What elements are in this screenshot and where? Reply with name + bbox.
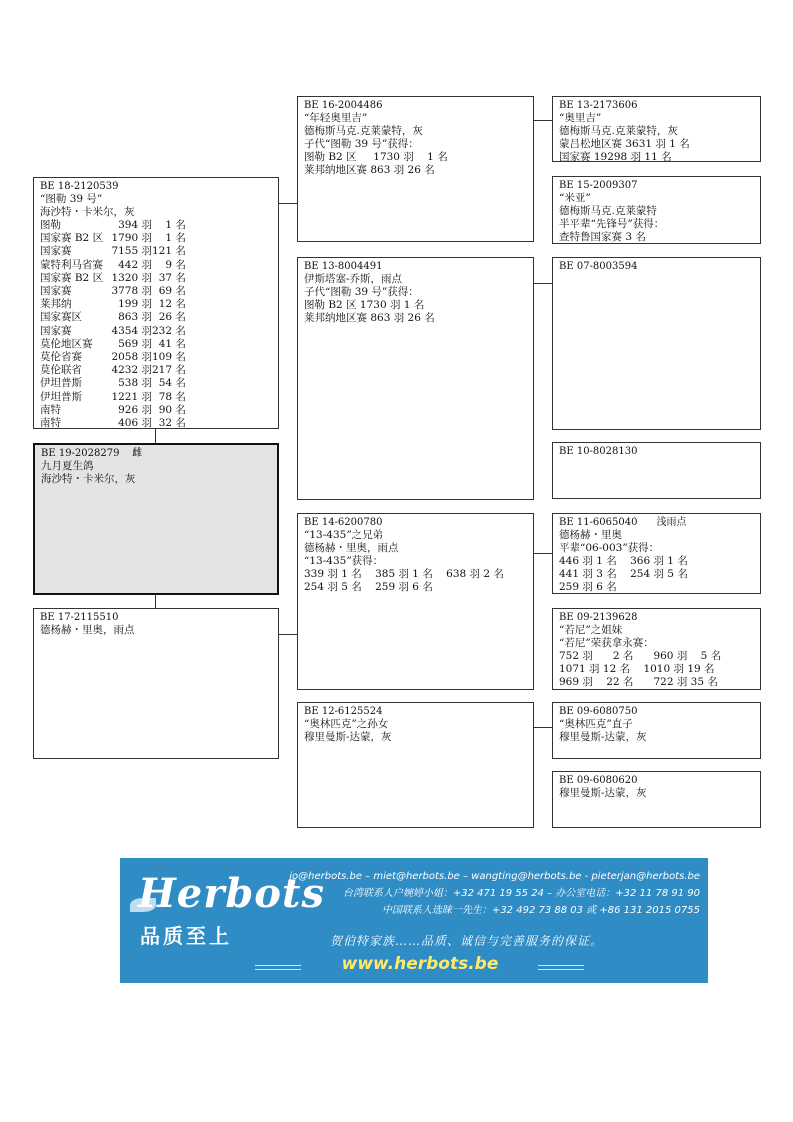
result-race: 伊坦普斯 [40,390,82,403]
info-line: 蒙吕松地区赛 3631 羽 1 名 [559,138,690,150]
ring-number: BE 10-8028130 [559,446,638,457]
breeder-color: 海沙特・卡米尔，灰 [40,206,135,218]
ring-number: BE 19-2028279 雌 [41,448,143,459]
result-place: 69 名 [158,285,186,298]
result-count: 569 羽 [118,337,152,350]
result-row [40,377,186,390]
ring-number: BE 12-6125524 [304,706,383,717]
result-count: 406 羽 [118,417,152,429]
result-row [40,245,186,258]
taiwan-contact: 台湾联系人户婉婷小姐：+32 471 19 55 24 – 办公室电话：+32 11 78 91 90 [342,888,700,899]
result-place: 121 名 [152,245,186,258]
tagline: 品质至上 [140,924,232,948]
info-line: 德杨赫・里奥 [559,529,622,541]
pigeon-name: “图勒 39 号” [40,193,103,205]
result-count: 1221 羽 [111,390,152,403]
result-count: 442 羽 [118,258,152,271]
info-line: “若尼”之姐妹 [559,624,623,636]
result-race: 国家赛 [40,245,72,258]
result-count: 863 羽 [118,311,152,324]
result-place: 232 名 [152,324,186,337]
ring-number: BE 16-2004486 [304,100,383,111]
result-place: 109 名 [152,351,186,364]
connector [155,594,156,608]
result-count: 4354 羽 [111,324,152,337]
result-count: 926 羽 [118,403,152,416]
breeder-color: 德杨赫・里奥，雨点 [40,624,135,636]
info-line: “奥林匹克”之孙女 [304,718,389,730]
result-place: 32 名 [158,417,186,429]
email-list: jo@herbots.be – miet@herbots.be – wangting@herbots.be - pieterjan@herbots.be [289,871,700,882]
result-count: 538 羽 [118,377,152,390]
result-row [40,391,186,404]
great-grandparent-card [552,96,761,162]
info-line: 图勒 B2 区 1730 羽 1 名 [304,299,425,311]
result-row [40,272,186,285]
result-race: 莫伦联省 [40,364,82,377]
grandparent-card [297,257,534,500]
result-count: 7155 羽 [111,245,152,258]
china-contact: 中国联系人选睐一先生：+32 492 73 88 03 或 +86 131 2015 0755 [381,905,700,916]
result-count: 2058 羽 [111,351,152,364]
result-race: 莱邦纳 [40,298,72,311]
info-line: “米亚” [559,192,591,204]
result-race: 国家赛 B2 区 [40,232,104,245]
info-line: 德梅斯马克.克莱蒙特，灰 [304,125,423,137]
great-grandparent-card [552,702,761,759]
result-place: 54 名 [158,377,186,390]
guarantee-text: 贺伯特家族……品质、诚信与完善服务的保证。 [330,934,604,948]
info-line: 1071 羽 12 名 1010 羽 19 名 [559,663,715,675]
result-row [40,404,186,417]
info-line: 子代“图勒 39 号”获得： [304,138,419,150]
connector [533,553,553,554]
result-row [40,311,186,324]
info-line: “奥林匹克”直子 [559,718,633,730]
result-place: 37 名 [158,271,186,284]
info-line: 德梅斯马克.克莱蒙特，灰 [559,125,678,137]
result-race: 图勒 [40,219,61,231]
info-line: 969 羽 22 名 722 羽 35 名 [559,676,718,688]
ring-number: BE 17-2115510 [40,612,119,623]
great-grandparent-card [552,513,761,594]
result-race: 国家赛区 [40,311,82,324]
divider [255,965,301,970]
connector [278,634,298,635]
result-place: 217 名 [152,364,186,377]
info-line: 莱邦纳地区赛 863 羽 26 名 [304,164,435,176]
result-count: 1790 羽 [111,232,152,245]
website-link[interactable]: www.herbots.be [341,954,499,974]
info-line: “13-435”之兄弟 [304,529,384,541]
info-line: 国家赛 19298 羽 11 名 [559,151,672,162]
result-row [40,364,186,377]
connector [533,283,553,284]
ring-number: BE 18-2120539 [40,181,119,192]
ring-number: BE 15-2009307 [559,180,638,191]
info-line: 752 羽 2 名 960 羽 5 名 [559,650,722,662]
contact-info [280,868,700,919]
info-line: 446 羽 1 名 366 羽 1 名 [559,555,688,567]
info-line: “奥里吉” [559,112,602,124]
result-row [40,417,186,429]
pigeon-name: 九月夏生鸽 [41,460,94,472]
great-grandparent-card [552,771,761,828]
info-line: 伊斯塔塞-乔斯，雨点 [304,273,403,285]
ring-number: BE 09-6080620 [559,775,638,786]
ring-number: BE 09-2139628 [559,612,638,623]
ring-number: BE 07-8003594 [559,261,638,272]
result-row [40,285,186,298]
result-place: 1 名 [165,219,186,231]
result-race: 伊坦普斯 [40,377,82,390]
ring-number: BE 11-6065040 浅雨点 [559,517,687,528]
info-line: 平辈“06-003”获得： [559,542,660,554]
connector [155,428,156,444]
connector [278,203,298,204]
grandparent-card [297,702,534,828]
result-place: 90 名 [158,403,186,416]
result-place: 1 名 [165,232,186,245]
info-line: 穆里曼斯-达蒙，灰 [559,731,647,743]
info-line: “若尼”荣获拿永赛： [559,637,654,649]
result-place: 9 名 [165,258,186,271]
result-race: 南特 [40,403,61,416]
grandparent-card [297,513,534,690]
ring-number: BE 13-2173606 [559,100,638,111]
dam-card [33,608,279,759]
result-race: 莫伦地区赛 [40,337,93,350]
result-row [40,298,186,311]
great-grandparent-card [552,176,761,244]
info-line: “13-435”获得： [304,555,384,567]
info-line: 254 羽 5 名 259 羽 6 名 [304,581,433,593]
result-race: 南特 [40,417,61,429]
result-race: 蒙特利马省赛 [40,258,103,271]
result-place: 41 名 [158,337,186,350]
info-line: 半平辈“先锋号”获得： [559,218,665,230]
result-count: 394 羽 [118,219,152,231]
result-row [40,232,186,245]
result-count: 4232 羽 [111,364,152,377]
info-line: 259 羽 6 名 [559,581,617,593]
result-row [40,338,186,351]
ring-number: BE 09-6080750 [559,706,638,717]
great-grandparent-card [552,257,761,430]
result-row [40,325,186,338]
info-line: 查特鲁国家赛 3 名 [559,231,646,243]
subject-card [33,443,279,595]
result-count: 3778 羽 [111,285,152,298]
result-place: 12 名 [158,298,186,311]
sire-card [33,177,279,429]
result-row [40,219,186,232]
info-line: 339 羽 1 名 385 羽 1 名 638 羽 2 名 [304,568,504,580]
result-row [40,351,186,364]
great-grandparent-card [552,608,761,690]
result-race: 国家赛 [40,324,72,337]
result-place: 26 名 [158,311,186,324]
info-line: 子代“图勒 39 号”获得： [304,286,419,298]
result-race: 莫伦省赛 [40,351,82,364]
results-table [40,219,186,429]
ring-number: BE 14-6200780 [304,517,383,528]
connector [533,120,553,121]
info-line: 穆里曼斯-达蒙，灰 [559,787,647,799]
info-line: 莱邦纳地区赛 863 羽 26 名 [304,312,435,324]
ring-number: BE 13-8004491 [304,261,383,272]
result-race: 国家赛 [40,285,72,298]
info-line: “年轻奥里吉” [304,112,368,124]
grandparent-card [297,96,534,242]
connector [533,727,553,728]
info-line: 德梅斯马克.克莱蒙特 [559,205,657,217]
breeder-color: 海沙特・卡米尔，灰 [41,473,136,485]
info-line: 441 羽 3 名 254 羽 5 名 [559,568,688,580]
info-line: 德杨赫・里奥，雨点 [304,542,399,554]
result-place: 78 名 [158,390,186,403]
divider [538,965,584,970]
result-row [40,259,186,272]
result-count: 199 羽 [118,298,152,311]
info-line: 图勒 B2 区 1730 羽 1 名 [304,151,448,163]
herbots-banner [120,858,708,983]
result-race: 国家赛 B2 区 [40,271,104,284]
great-grandparent-card [552,442,761,499]
result-count: 1320 羽 [111,271,152,284]
info-line: 穆里曼斯-达蒙，灰 [304,731,392,743]
brand-logo: Herbots [138,870,325,917]
